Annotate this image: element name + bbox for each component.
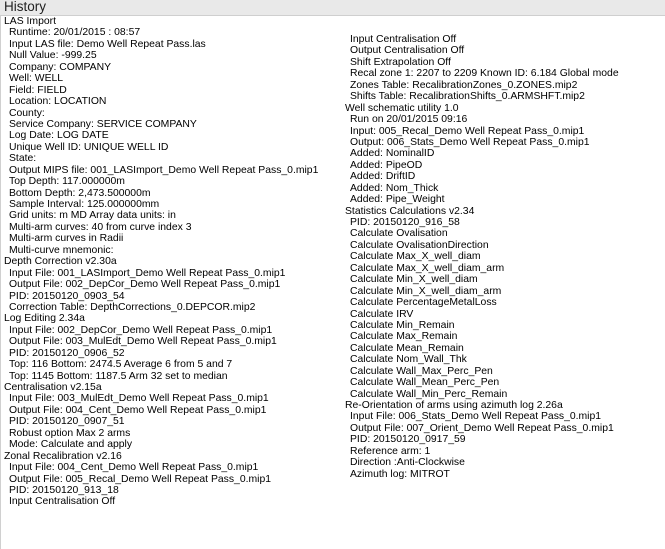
history-entry-line: Shifts Table: RecalibrationShifts_0.ARMSHFT.mip2	[350, 91, 585, 103]
history-entry-line: Output Centralisation Off	[350, 45, 465, 57]
history-entry-line: Output MIPS file: 001_LASImport_Demo Well Repeat Pass_0.mip1	[9, 164, 319, 176]
history-section-heading: Centralisation v2.15a	[4, 382, 102, 393]
history-entry-line: County:	[9, 107, 45, 119]
history-entry-line: Calculate OvalisationDirection	[350, 239, 489, 251]
history-entry-line: Shift Extrapolation Off	[350, 56, 451, 68]
history-entry-line: Bottom Depth: 2,473.500000m	[9, 187, 151, 199]
history-entry-line: Input File: 003_MulEdt_Demo Well Repeat Pass_0.mip1	[9, 393, 269, 405]
history-entry-line: Input File: 001_LASImport_Demo Well Repeat Pass_0.mip1	[9, 267, 286, 279]
history-entry-line: Location: LOCATION	[9, 96, 107, 108]
history-entry-line: Calculate Max_Remain	[350, 331, 458, 343]
history-entry-line: Calculate Wall_Mean_Perc_Pen	[350, 377, 500, 389]
history-entry-line: Calculate Wall_Min_Perc_Remain	[350, 388, 508, 400]
history-entry-line: Calculate IRV	[350, 308, 414, 320]
history-section-heading: Statistics Calculations v2.34	[345, 205, 475, 217]
history-entry-line: Output File: 003_MulEdt_Demo Well Repeat Pass_0.mip1	[9, 336, 277, 348]
history-entry-line: PID: 20150120_916_58	[350, 217, 460, 228]
history-entry-line: Calculate Mean_Remain	[350, 342, 464, 354]
history-entry-line: Input File: 004_Cent_Demo Well Repeat Pass_0.mip1	[9, 462, 259, 474]
history-entry-line: Output: 006_Stats_Demo Well Repeat Pass_0.mip1	[350, 136, 590, 148]
history-entry-line: PID: 20150120_913_18	[9, 484, 119, 496]
history-entry-line: Input File: 002_DepCor_Demo Well Repeat Pass_0.mip1	[9, 324, 273, 336]
history-entry-line: Calculate Min_X_well_diam	[350, 274, 478, 286]
history-entry-line: Calculate Min_X_well_diam_arm	[350, 285, 502, 297]
history-entry-line: Output File: 004_Cent_Demo Well Repeat Pass_0.mip1	[9, 404, 267, 416]
history-entry-line: Sample Interval: 125.000000mm	[9, 199, 160, 210]
history-header	[0, 0, 665, 16]
history-entry-line: Input Centralisation Off	[350, 34, 457, 45]
history-entry-line: Zones Table: RecalibrationZones_0.ZONES.mip2	[350, 79, 578, 91]
history-entry-line: Calculate Min_Remain	[350, 319, 455, 331]
history-entry-line: Service Company: SERVICE COMPANY	[9, 118, 197, 130]
history-entry-line: Input LAS file: Demo Well Repeat Pass.las	[9, 38, 206, 50]
history-entry-line: Runtime: 20/01/2015 : 08:57	[9, 27, 141, 39]
history-entry-line: Calculate PercentageMetalLoss	[350, 297, 497, 309]
history-entry-line: Company: COMPANY	[9, 61, 112, 73]
history-entry-line: Input: 005_Recal_Demo Well Repeat Pass_0.mip1	[350, 125, 585, 137]
history-section-heading: Log Editing 2.34a	[4, 313, 85, 325]
history-entry-line: Multi-curve mnemonic:	[9, 244, 114, 256]
history-section-heading: Zonal Recalibration v2.16	[4, 450, 122, 462]
history-entry-line: Robust option Max 2 arms	[9, 427, 131, 439]
history-entry-line: Input Centralisation Off	[9, 496, 116, 508]
history-entry-line: Unique Well ID: UNIQUE WELL ID	[9, 141, 169, 153]
history-entry-line: PID: 20150120_0906_52	[9, 347, 125, 359]
history-entry-line: Top Depth: 117.000000m	[9, 176, 125, 188]
history-entry-line: Reference arm: 1	[350, 445, 431, 457]
history-entry-line: Correction Table: DepthCorrections_0.DEPCOR.mip2	[9, 301, 256, 313]
history-entry-line: Output File: 002_DepCor_Demo Well Repeat Pass_0.mip1	[9, 279, 281, 291]
history-entry-line: Added: NominalID	[350, 148, 435, 160]
history-entry-line: Field: FIELD	[9, 84, 67, 96]
history-entry-line: Added: DriftID	[350, 171, 416, 183]
history-entry-line: Calculate Max_X_well_diam	[350, 251, 481, 263]
history-entry-line: Output File: 005_Recal_Demo Well Repeat Pass_0.mip1	[9, 473, 272, 485]
history-entry-line: Top: 116 Bottom: 2474.5 Average 6 from 5 and 7	[9, 359, 233, 371]
history-section-heading: Depth Correction v2.30a	[4, 256, 117, 268]
history-entry-line: Output File: 007_Orient_Demo Well Repeat Pass_0.mip1	[350, 422, 614, 434]
history-entry-line: Multi-arm curves in Radii	[9, 233, 124, 245]
history-entry-line: Run on 20/01/2015 09:16	[350, 114, 468, 126]
history-entry-line: Calculate Ovalisation	[350, 228, 448, 240]
history-entry-line: Added: Pipe_Weight	[350, 194, 445, 206]
history-entry-line: Added: Nom_Thick	[350, 182, 439, 194]
history-section-heading: LAS Import	[4, 16, 56, 27]
history-section-heading: Re-Orientation of arms using azimuth log 2.26a	[345, 400, 563, 411]
history-entry-line: Log Date: LOG DATE	[9, 130, 109, 142]
history-left-column	[4, 16, 339, 508]
history-entry-line: Multi-arm curves: 40 from curve index 3	[9, 221, 192, 233]
history-entry-line: Mode: Calculate and apply	[9, 439, 133, 451]
history-entry-line: Direction :Anti-Clockwise	[350, 457, 465, 469]
history-entry-line: PID: 20150120_0903_54	[9, 290, 125, 302]
history-entry-line: Well: WELL	[9, 73, 64, 85]
history-entry-line: Azimuth log: MITROT	[350, 468, 450, 480]
history-entry-line: PID: 20150120_0917_59	[350, 434, 466, 446]
history-entry-line: PID: 20150120_0907_51	[9, 416, 125, 428]
history-section-heading: Well schematic utility 1.0	[345, 102, 459, 114]
history-entry-line: Grid units: m MD Array data units: in	[9, 210, 176, 222]
history-content[interactable]	[0, 16, 665, 549]
history-entry-line: Calculate Nom_Wall_Thk	[350, 354, 467, 366]
history-right-column	[345, 34, 665, 480]
history-entry-line: Recal zone 1: 2207 to 2209 Known ID: 6.184 Global mode	[350, 68, 619, 80]
history-entry-line: Added: PipeOD	[350, 159, 423, 171]
history-entry-line: Null Value: -999.25	[9, 50, 97, 62]
history-entry-line: Top: 1145 Bottom: 1187.5 Arm 32 set to median	[9, 370, 228, 382]
history-entry-line: Calculate Max_X_well_diam_arm	[350, 262, 505, 274]
history-entry-line: State:	[9, 153, 37, 165]
history-entry-line: Calculate Wall_Max_Perc_Pen	[350, 365, 493, 377]
history-entry-line: Input File: 006_Stats_Demo Well Repeat Pass_0.mip1	[350, 411, 602, 423]
panel-title: History	[4, 0, 47, 14]
